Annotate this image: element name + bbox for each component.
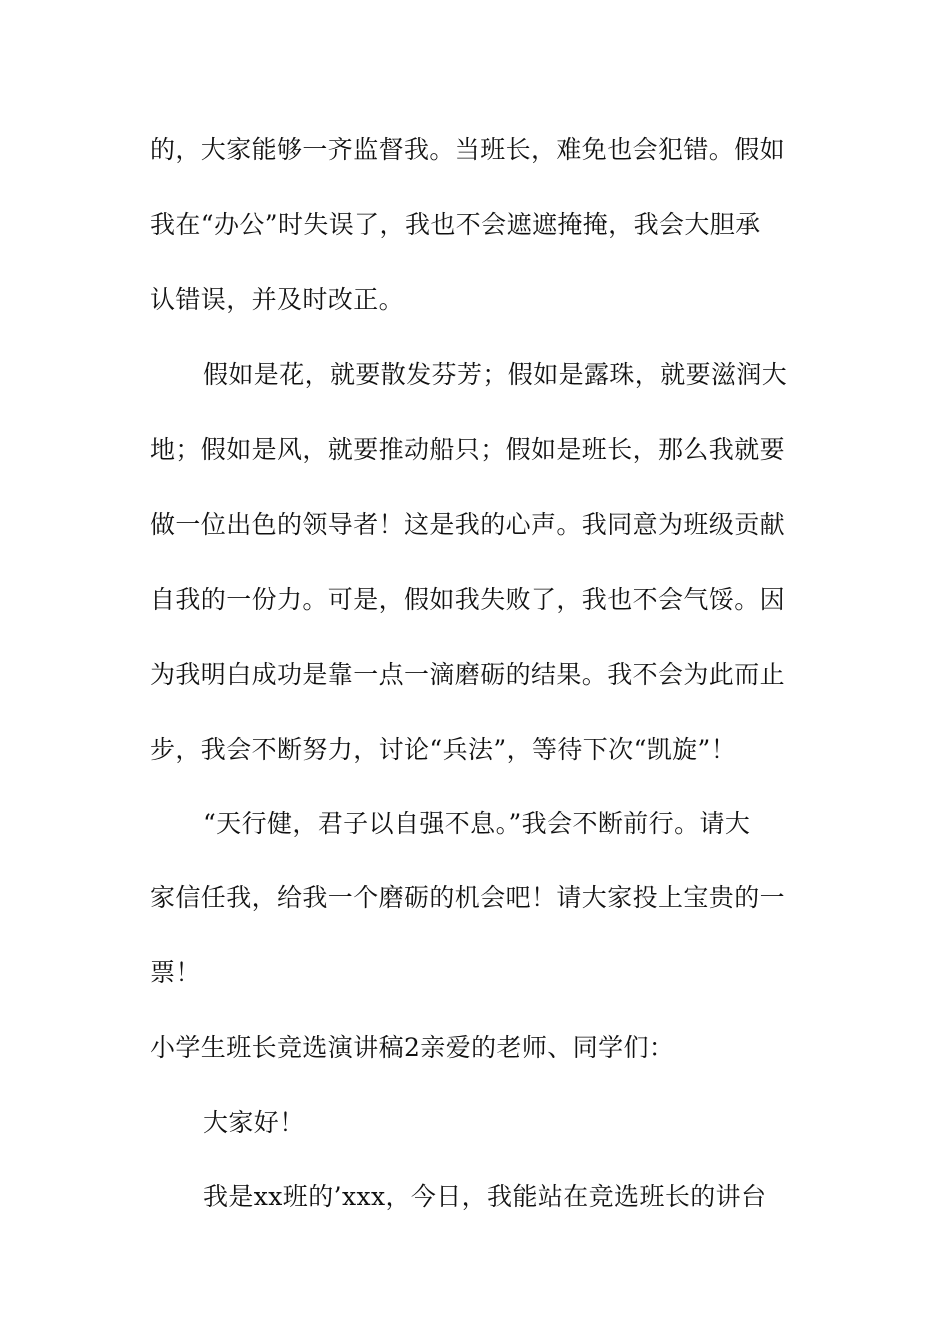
paragraph-first-line: 我是xx班的’xxx，今日，我能站在竞选班长的讲台 (203, 1182, 767, 1211)
text-line: 做一位出色的领导者！这是我的心声。我同意为班级贡献 (150, 510, 786, 539)
text-line: 自我的一份力。可是，假如我失败了，我也不会气馁。因 (150, 585, 786, 614)
text-line: 步，我会不断努力，讨论“兵法”，等待下次“凯旋”！ (150, 735, 737, 764)
paragraph-first-line: 假如是花，就要散发芬芳；假如是露珠，就要滋润大 (203, 360, 788, 389)
text-line: 为我明白成功是靠一点一滴磨砺的结果。我不会为此而止 (150, 660, 786, 689)
section-heading-line: 小学生班长竞选演讲稿2亲爱的老师、同学们： (150, 1033, 675, 1062)
paragraph-first-line: “天行健，君子以自强不息。”我会不断前行。请大 (203, 809, 751, 838)
text-line: 票！ (150, 958, 201, 987)
text-line: 的，大家能够一齐监督我。当班长，难免也会犯错。假如 (150, 135, 786, 164)
text-line: 地；假如是风，就要推动船只；假如是班长，那么我就要 (150, 435, 786, 464)
text-line: 家信任我，给我一个磨砺的机会吧！请大家投上宝贵的一 (150, 883, 786, 912)
text-line: 我在“办公”时失误了，我也不会遮遮掩掩，我会大胆承 (150, 210, 761, 239)
text-line: 认错误，并及时改正。 (150, 285, 405, 314)
greeting-line: 大家好！ (203, 1108, 305, 1137)
